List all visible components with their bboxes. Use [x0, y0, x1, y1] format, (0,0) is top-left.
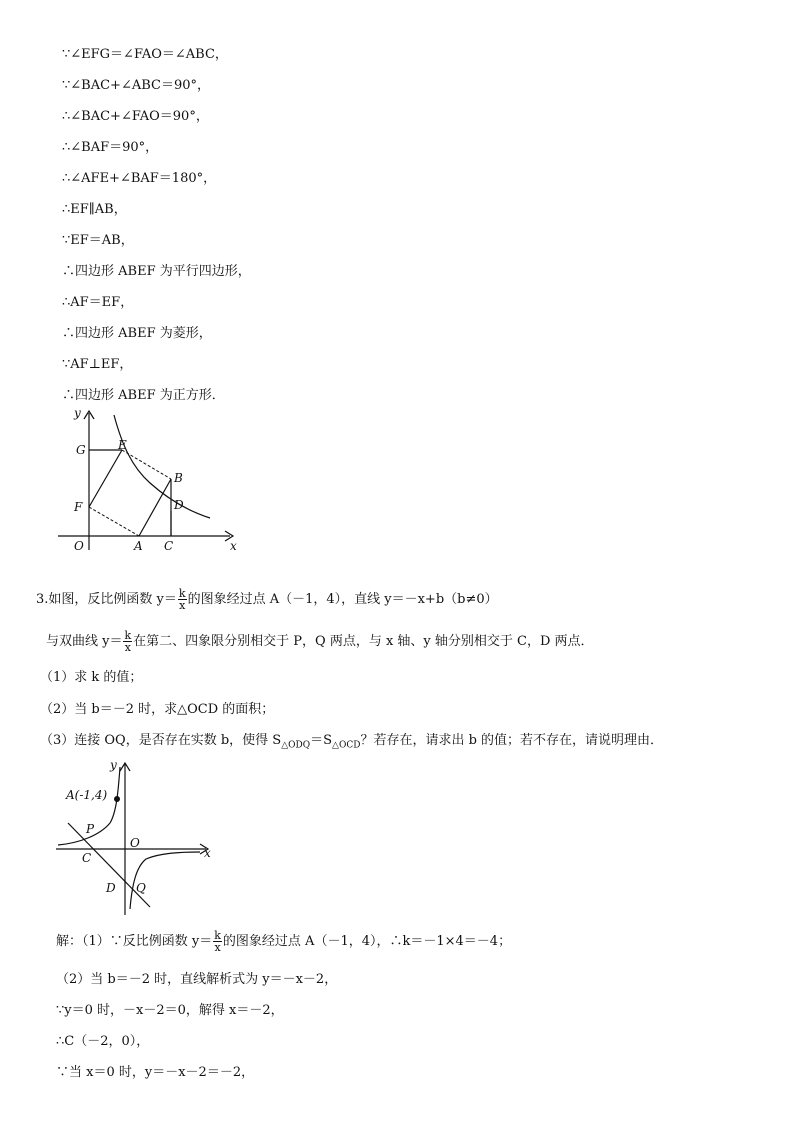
segment-FE	[89, 450, 122, 507]
proof-line: ∵∠EFG＝∠FAO＝∠ABC，	[62, 47, 228, 62]
solution-line-3: ∵y＝0 时，－x－2＝0，解得 x＝－2，	[56, 1003, 284, 1018]
label-x: x	[204, 846, 211, 860]
proof-line: ∵∠BAC+∠ABC＝90°，	[62, 78, 211, 93]
label-F: F	[74, 500, 83, 514]
proof-line: ∴四边形 ABEF 为平行四边形，	[62, 264, 251, 279]
label-B: B	[174, 471, 183, 485]
proof-line: ∴四边形 ABEF 为正方形．	[62, 388, 225, 403]
label-P: P	[86, 822, 95, 836]
solution-line-4: ∴C（－2，0），	[56, 1034, 150, 1049]
problem-line-1	[36, 588, 498, 611]
problem-text: 的图象经过点 A（－1，4），直线 y＝－x+b（b≠0）	[187, 592, 498, 607]
fraction-k-over-x: $\frac{k}{x}$	[124, 629, 132, 654]
label-O: O	[74, 539, 84, 553]
label-y: y	[110, 758, 117, 772]
solution-line-1: 解：（1）∵反比例函数 y＝ $\frac{k}{x}$ 的图象经过点 A（－1，4），∴k＝－1×4＝－4；	[56, 929, 512, 954]
proof-line: ∴∠BAC+∠FAO＝90°，	[62, 109, 209, 124]
dashed-FA	[89, 507, 139, 536]
solution-line-2: （2）当 b＝－2 时，直线解析式为 y＝－x－2，	[56, 972, 338, 987]
proof-line: ∵AF⊥EF，	[62, 357, 133, 372]
proof-line: ∴EF∥AB，	[62, 202, 127, 217]
problem-text: 与双曲线 y＝	[46, 634, 123, 649]
label-D: D	[174, 498, 184, 512]
label-A: A(-1,4)	[66, 788, 108, 802]
label-C: C	[164, 539, 174, 553]
proof-line: ∴AF＝EF，	[62, 295, 134, 310]
figure-square-diagram	[50, 405, 260, 555]
problem-text: 在第二、四象限分别相交于 P，Q 两点，与 x 轴、y 轴分别相交于 C，D 两点．	[133, 634, 594, 649]
label-C: C	[82, 851, 92, 865]
label-O: O	[130, 836, 140, 850]
label-E: E	[118, 438, 127, 452]
dashed-EB	[122, 450, 171, 479]
question-1: （1）求 k 的值；	[40, 670, 143, 685]
proof-line: ∴∠AFE+∠BAF＝180°，	[62, 171, 217, 186]
proof-line: ∴∠BAF＝90°，	[62, 140, 159, 155]
hyperbola-curve	[114, 415, 210, 518]
proof-line: ∴四边形 ABEF 为菱形，	[62, 326, 212, 341]
label-A: A	[134, 539, 143, 553]
point-A-dot	[114, 796, 120, 802]
fraction-k-over-x: $\frac{k}{x}$	[178, 587, 186, 612]
problem-text: 3.如图，反比例函数 y＝	[36, 592, 177, 607]
solution-line-5: ∵当 x＝0 时，y＝－x－2＝－2，	[56, 1065, 255, 1080]
label-D: D	[106, 881, 116, 895]
question-2: （2）当 b＝－2 时，求△OCD 的面积；	[40, 702, 275, 717]
label-Q: Q	[136, 881, 146, 895]
label-G: G	[76, 443, 86, 457]
figure-hyperbola-diagram	[50, 755, 230, 920]
label-y: y	[74, 406, 81, 420]
label-x: x	[230, 539, 237, 553]
problem-line-2	[46, 630, 594, 653]
question-3: （3）连接 OQ，是否存在实数 b，使得 $S_{\triangle ODQ}=S_{\triangle OCD}$？若存在，请求出 b 的值；若不存在，请说明理由．	[40, 733, 664, 751]
proof-line: ∵EF＝AB，	[62, 233, 134, 248]
fraction-k-over-x: $\frac{k}{x}$	[214, 929, 221, 954]
